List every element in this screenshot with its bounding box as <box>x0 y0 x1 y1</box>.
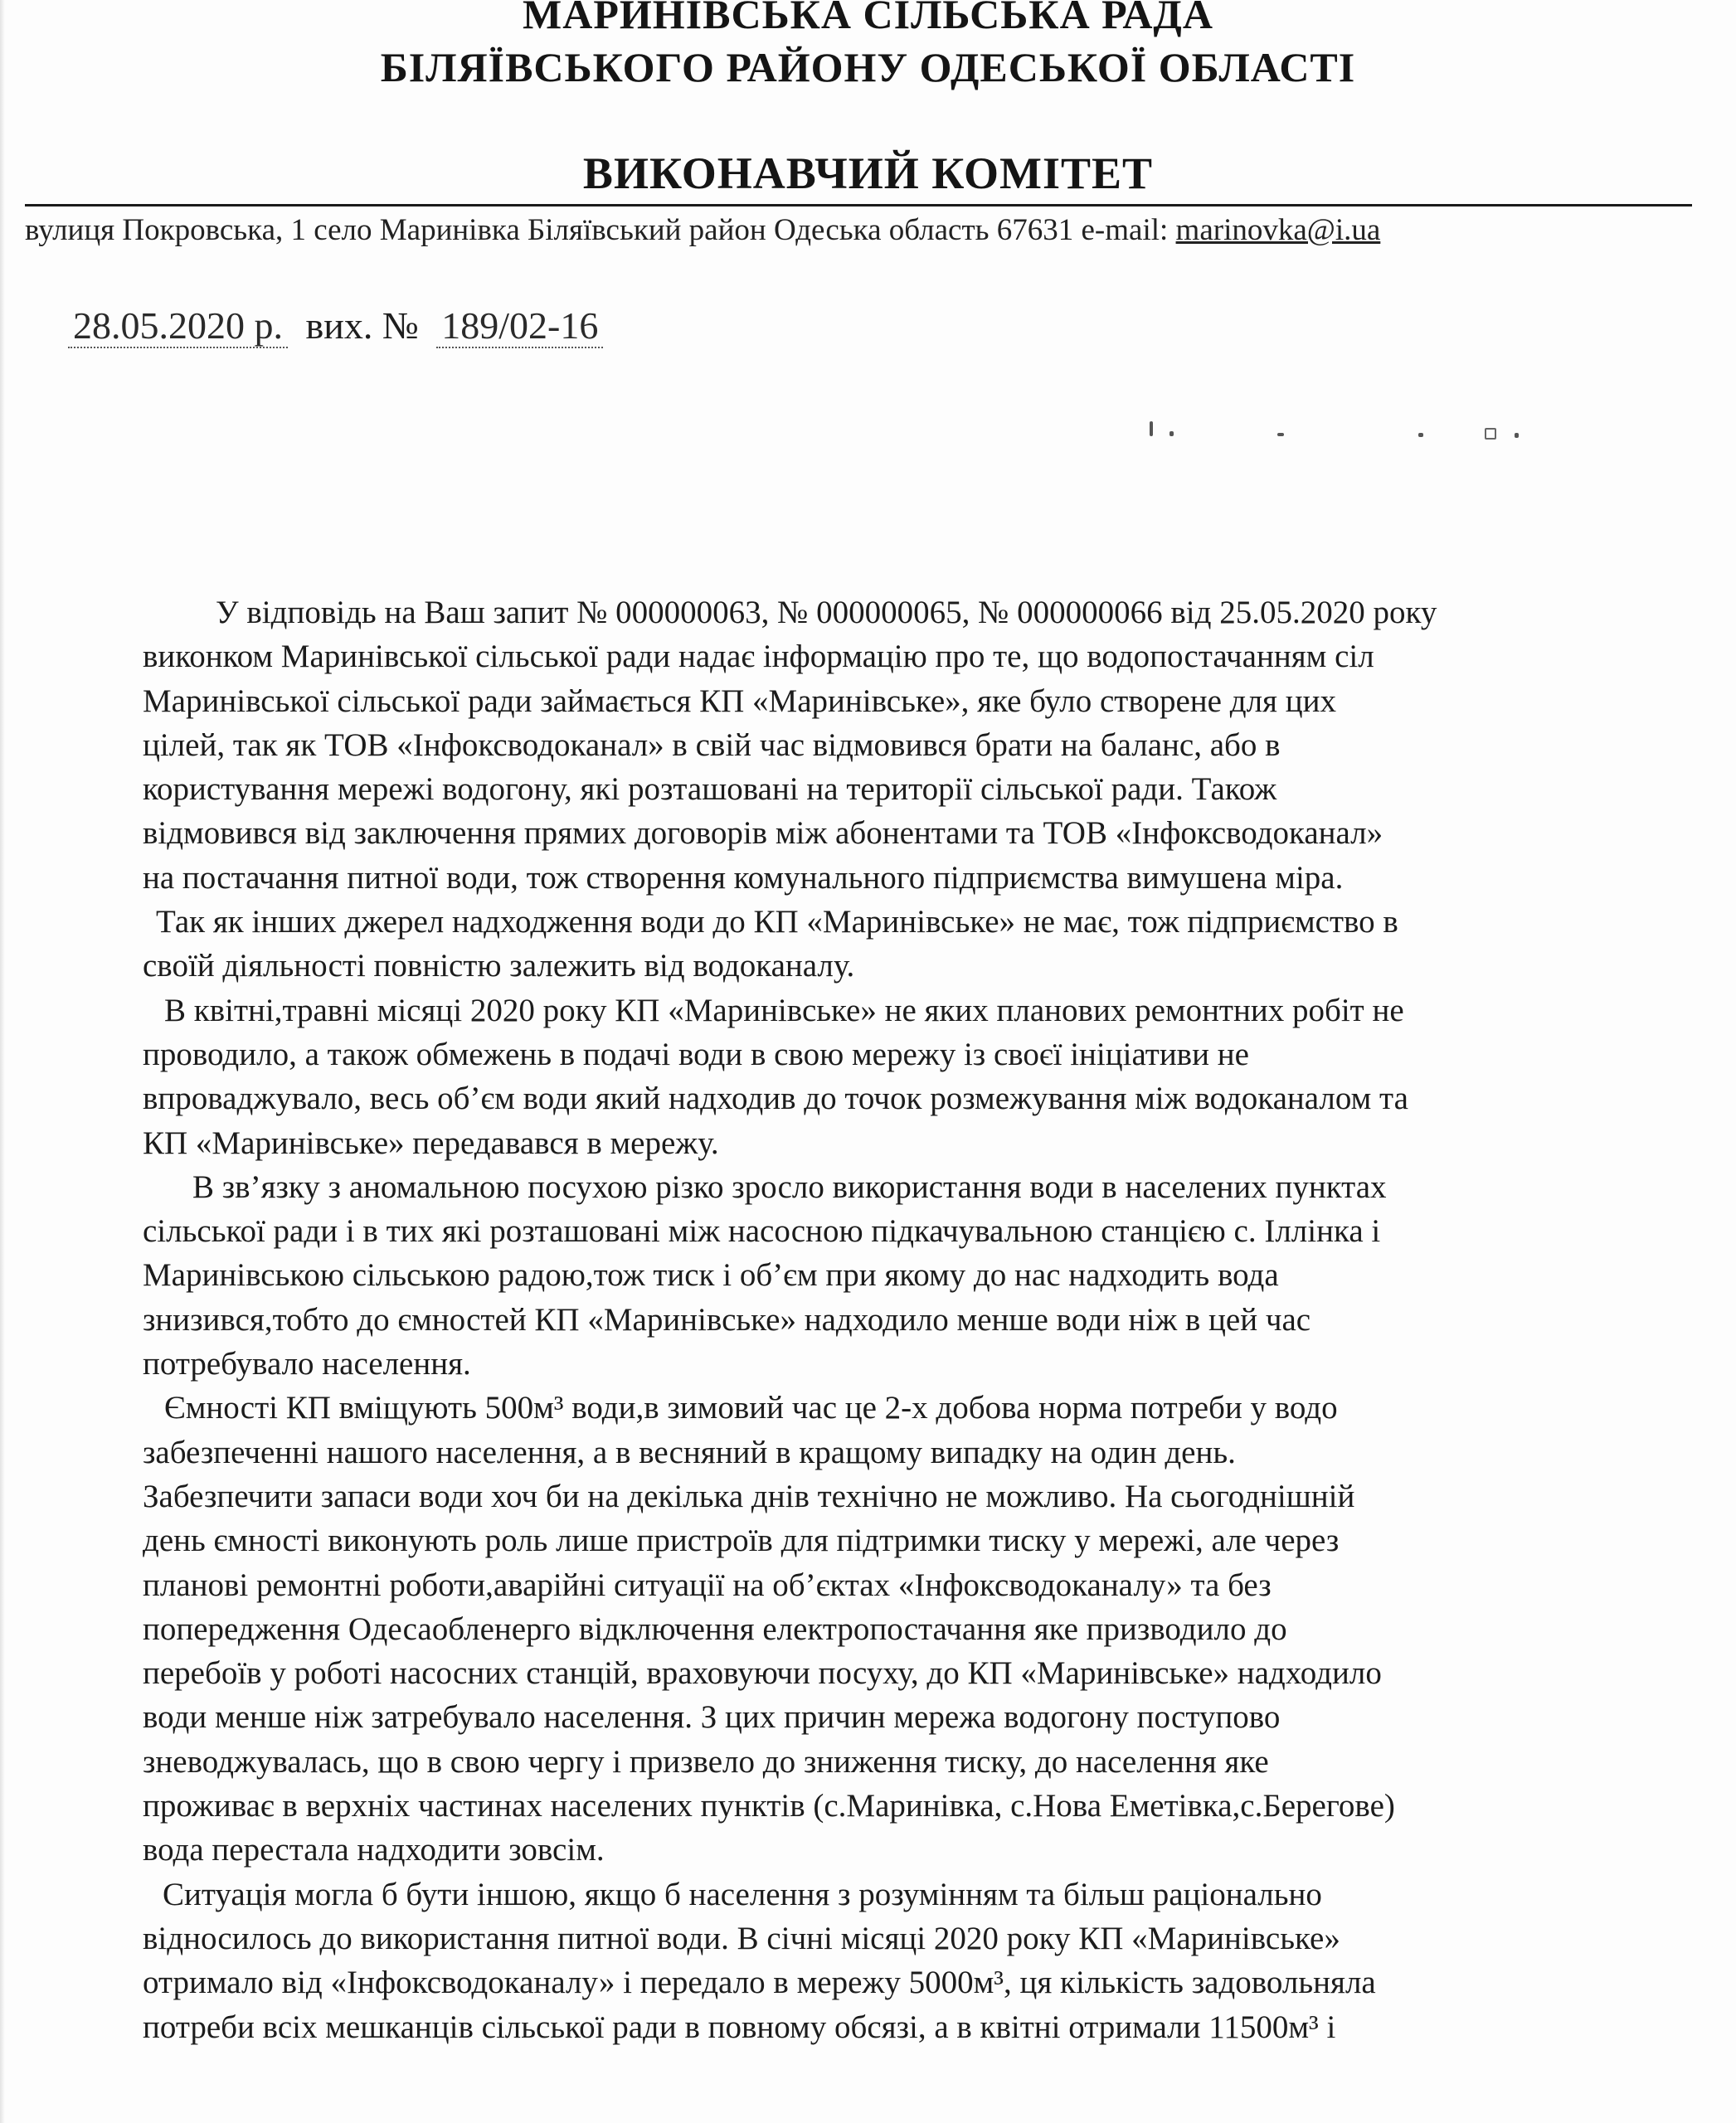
body-line: Так як інших джерел надходження води до КП «Маринівське» не має, тож підприємство в <box>156 904 1398 940</box>
body-line: води менше ніж затребувало населення. З цих причин мережа водогону поступово <box>143 1699 1281 1736</box>
address-line <box>25 212 1380 248</box>
body-line: знизився,тобто до ємностей КП «Маринівське» надходило менше води ніж в цей час <box>143 1301 1311 1338</box>
body-line: Маринівської сільської ради займається КП «Маринівське», яке було створене для цих <box>143 683 1336 719</box>
body-line: Ситуація могла б бути іншою, якщо б населення з розумінням та більш раціонально <box>163 1876 1322 1912</box>
body-line: планові ремонтні роботи,аварійні ситуації на об’єктах «Інфоксводоканалу» та без <box>143 1567 1272 1603</box>
body-line: Ємності КП вміщують 500м³ води,в зимовий час це 2-х добова норма потреби у водо <box>164 1390 1338 1426</box>
faded-addressee-marks <box>1145 415 1526 448</box>
address-text: вулиця Покровська, 1 село Маринівка Біляївський район Одеська область 67631 e-mail: <box>25 213 1176 247</box>
outgoing-label: вих. № <box>305 304 419 347</box>
outgoing-reference <box>68 304 603 347</box>
committee-title: ВИКОНАВЧИЙ КОМІТЕТ <box>582 148 1154 198</box>
scan-edge-shadow <box>0 0 5 2123</box>
org-name-line1: МАРИНІВСЬКА СІЛЬСЬКА РАДА <box>523 0 1213 37</box>
body-line: проводило, а також обмежень в подачі води в свою мережу із своєї ініціативи не <box>143 1036 1249 1072</box>
body-line: виконком Маринівської сільської ради надає інформацію про те, що водопостачанням сіл <box>143 639 1374 675</box>
body-line: на постачання питної води, тож створення комунального підприємства вимушена міра. <box>143 859 1344 896</box>
body-line: впроваджувало, весь об’єм води який надходив до точок розмежування між водоканалом та <box>143 1081 1408 1117</box>
body-line: потребувало населення. <box>143 1346 471 1382</box>
body-line: своїй діяльності повністю залежить від водоканалу. <box>143 948 855 984</box>
letter-body <box>143 590 1714 2049</box>
body-line: проживає в верхніх частинах населених пунктів (с.Маринівка, с.Нова Еметівка,с.Берегове) <box>143 1788 1395 1824</box>
outgoing-date: 28.05.2020 р. <box>68 304 288 348</box>
body-line: відмовився від заключення прямих договорів між абонентами та ТОВ «Інфоксводоканал» <box>143 815 1383 852</box>
body-line: Маринівською сільською радою,тож тиск і об’єм при якому до нас надходить вода <box>143 1257 1279 1294</box>
body-line: Забезпечити запаси води хоч би на декілька днів технічно не можливо. На сьогоднішній <box>143 1478 1355 1514</box>
body-line: сільської ради і в тих які розташовані між насосною підкачувальною станцією с. Іллінка і <box>143 1213 1381 1250</box>
body-line: КП «Маринівське» передавався в мережу. <box>143 1125 719 1161</box>
org-name-line2: БІЛЯЇВСЬКОГО РАЙОНУ ОДЕСЬКОЇ ОБЛАСТІ <box>380 44 1356 90</box>
email-link[interactable]: marinovka@i.ua <box>1175 213 1381 247</box>
body-line: У відповідь на Ваш запит № 000000063, № 000000065, № 000000066 від 25.05.2020 року <box>216 595 1437 630</box>
body-line: зневоджувалась, що в свою чергу і призвело до зниження тиску, до населення яке <box>143 1743 1269 1780</box>
body-line: перебоїв у роботі насосних станцій, враховуючи посуху, до КП «Маринівське» надходило <box>143 1655 1382 1692</box>
body-line: користування мережі водогону, які розташовані на території сільської ради. Також <box>143 771 1277 808</box>
body-line: В зв’язку з аномальною посухою різко зросло використання води в населених пунктах <box>192 1168 1387 1205</box>
body-line: забезпеченні нашого населення, а в весняний в кращому випадку на один день. <box>143 1434 1236 1470</box>
body-line: отримало від «Інфоксводоканалу» і передало в мережу 5000м³, ця кількість задовольняла <box>143 1965 1376 2001</box>
header-divider <box>25 204 1692 206</box>
body-line: потреби всіх мешканців сільської ради в повному обсязі, а в квітні отримали 11500м³ і <box>143 2009 1336 2045</box>
body-line: день ємності виконують роль лише пристроїв для підтримки тиску у мережі, але через <box>143 1523 1340 1559</box>
body-line: вода перестала надходити зовсім. <box>143 1832 605 1868</box>
body-line: В квітні,травні місяці 2020 року КП «Маринівське» не яких планових ремонтних робіт не <box>164 992 1404 1028</box>
body-line: цілей, так як ТОВ «Інфоксводоканал» в свій час відмовився брати на баланс, або в <box>143 726 1281 763</box>
outgoing-number: 189/02-16 <box>436 304 603 348</box>
body-line: відносилось до використання питної води. В січні місяці 2020 року КП «Маринівське» <box>143 1920 1340 1956</box>
body-line: попередження Одесаобленерго відключення електропостачання яке призводило до <box>143 1610 1287 1647</box>
